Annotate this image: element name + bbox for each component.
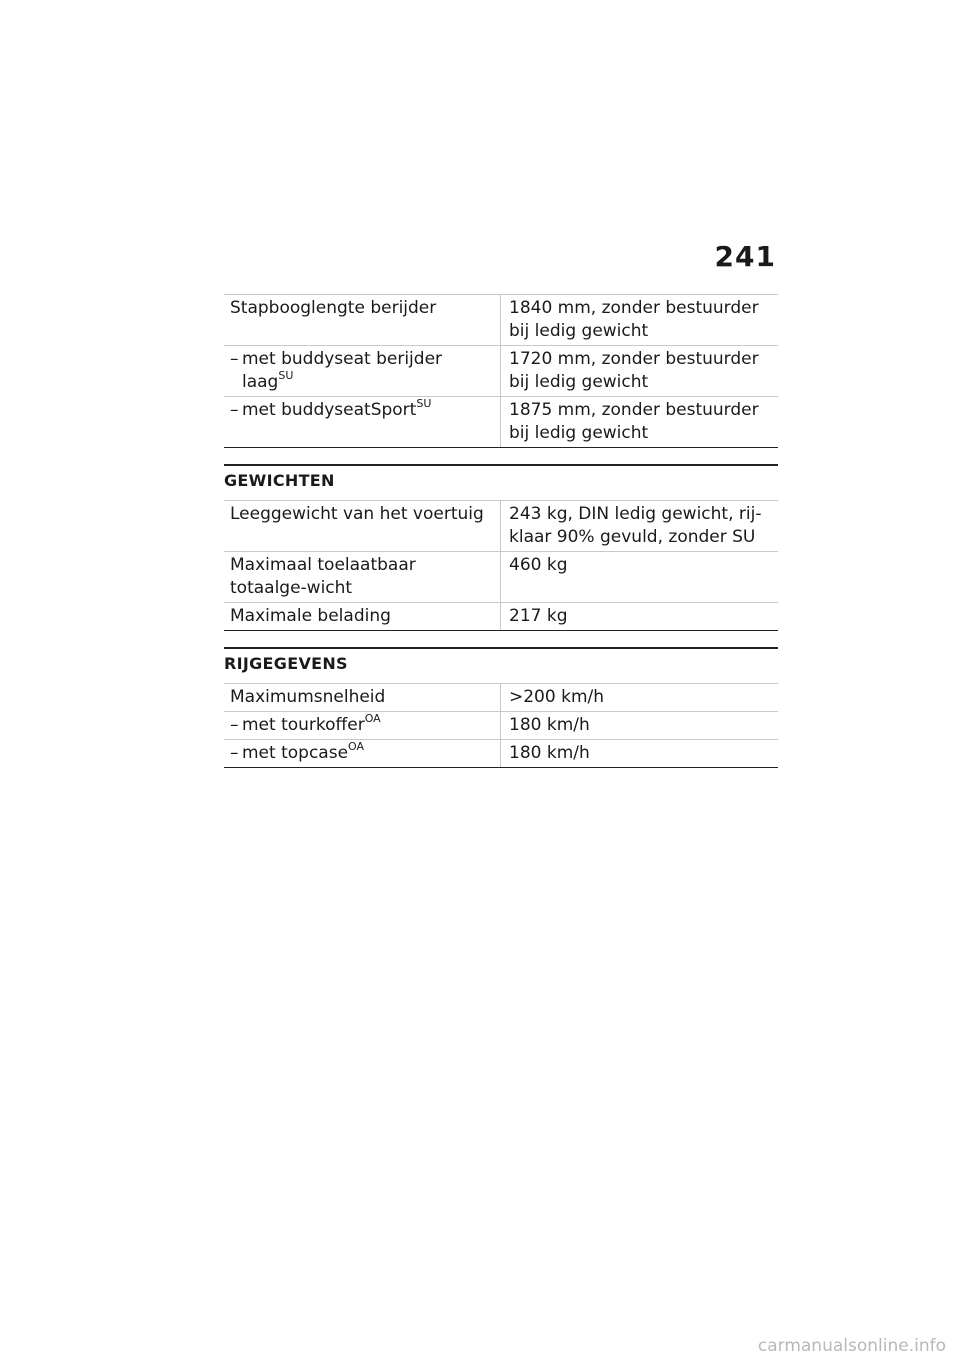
spec-label-wrap: [230, 399, 494, 422]
table-row: [224, 397, 778, 448]
option-superscript: SU: [416, 397, 432, 410]
spec-label-wrap: [230, 606, 391, 626]
spec-label-wrap: [230, 504, 484, 524]
spec-label-cell: [224, 501, 501, 552]
spec-label-cell: [224, 346, 501, 397]
spec-label: met buddyseatSport: [242, 400, 417, 420]
spec-label-wrap: [230, 714, 494, 737]
spec-label: Stapbooglengte berijder: [230, 298, 437, 318]
spec-label: met topcase: [242, 743, 349, 763]
spec-label-cell: [224, 552, 501, 603]
option-superscript: SU: [278, 369, 294, 382]
table-row: [224, 603, 778, 631]
spec-label-cell: [224, 397, 501, 448]
spec-value: 243 kg, DIN ledig gewicht, rij-klaar 90% gevuld, zonder SU: [501, 501, 779, 552]
dash-glyph: –: [230, 715, 239, 735]
spec-label-cell: [224, 712, 501, 740]
spec-value: 180 km/h: [501, 712, 779, 740]
spec-value: 1840 mm, zonder bestuurder bij ledig gewicht: [501, 295, 779, 346]
spec-label-cell: [224, 603, 501, 631]
spec-value: 1720 mm, zonder bestuurder bij ledig gewicht: [501, 346, 779, 397]
table-row: [224, 295, 778, 346]
spec-label-wrap: [230, 555, 416, 598]
spec-value: 460 kg: [501, 552, 779, 603]
table-row: [224, 346, 778, 397]
weights-table: [224, 500, 778, 631]
spec-label: Leeggewicht van het voertuig: [230, 504, 484, 524]
spec-value: >200 km/h: [501, 684, 779, 712]
spec-label-wrap: [230, 298, 436, 318]
table-row: [224, 552, 778, 603]
table-row: [224, 684, 778, 712]
table-row: [224, 501, 778, 552]
section-title-weights: GEWICHTEN: [224, 471, 335, 490]
spec-label-cell: [224, 295, 501, 346]
seat-height-table: [224, 294, 778, 448]
section-driving: [224, 647, 778, 768]
driving-table: [224, 683, 778, 768]
spec-value: 180 km/h: [501, 740, 779, 768]
spec-label: met buddyseat berijder laag: [242, 349, 443, 392]
spec-label-wrap: [230, 687, 385, 707]
page-number: 241: [714, 240, 776, 273]
option-superscript: OA: [364, 712, 381, 725]
spec-value: 217 kg: [501, 603, 779, 631]
spec-label-wrap: [230, 348, 494, 394]
spec-value: 1875 mm, zonder bestuurder bij ledig gewicht: [501, 397, 779, 448]
option-superscript: OA: [348, 740, 365, 753]
spec-label-wrap: [230, 742, 494, 765]
spec-label-cell: [224, 740, 501, 768]
dash-glyph: –: [230, 349, 239, 369]
spec-label: Maximumsnelheid: [230, 687, 386, 707]
spec-content: [224, 294, 778, 768]
section-weights: [224, 464, 778, 631]
spec-label: met tourkoffer: [242, 715, 365, 735]
spec-label-cell: [224, 684, 501, 712]
section-title-driving: RIJGEGEVENS: [224, 654, 348, 673]
dash-glyph: –: [230, 400, 239, 420]
spec-label: Maximaal toelaatbaar totaalge-wicht: [230, 555, 416, 598]
dash-glyph: –: [230, 743, 239, 763]
table-row: [224, 712, 778, 740]
watermark-footer: carmanualsonline.info: [757, 1336, 946, 1356]
spec-label: Maximale belading: [230, 606, 391, 626]
table-row: [224, 740, 778, 768]
